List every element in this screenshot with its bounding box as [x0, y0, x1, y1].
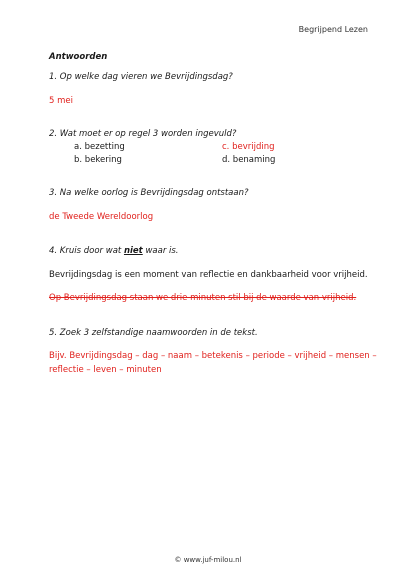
question-4-post: waar is.	[142, 246, 179, 256]
question-1: 1. Op welke dag vieren we Bevrijdingsdag?	[49, 72, 233, 82]
page-title: Antwoorden	[49, 52, 108, 62]
option-d: d. benaming	[222, 155, 276, 165]
question-4-pre: 4. Kruis door wat	[49, 246, 124, 256]
statement-false-crossed: Op Bevrijdingsdag staan we drie minuten stil bij de waarde van vrijheid.	[49, 293, 357, 303]
page-header: Begrijpend Lezen	[298, 25, 368, 34]
answer-5-line-1: Bijv. Bevrijdingsdag – dag – naam – betekenis – periode – vrijheid – mensen –	[49, 351, 377, 361]
option-b: b. bekering	[74, 155, 122, 165]
page-footer: © www.juf-milou.nl	[174, 556, 242, 564]
question-3: 3. Na welke oorlog is Bevrijdingsdag ontstaan?	[49, 188, 249, 198]
question-5: 5. Zoek 3 zelfstandige naamwoorden in de tekst.	[49, 328, 258, 338]
answer-3: de Tweede Wereldoorlog	[49, 212, 154, 222]
statement-true: Bevrijdingsdag is een moment van reflectie en dankbaarheid voor vrijheid.	[49, 270, 368, 280]
question-4-emphasis: niet	[123, 246, 143, 256]
answer-5-line-2: reflectie – leven – minuten	[49, 365, 162, 375]
option-a: a. bezetting	[74, 142, 125, 152]
answer-1: 5 mei	[49, 96, 73, 106]
option-c-correct: c. bevrijding	[222, 142, 275, 152]
question-2: 2. Wat moet er op regel 3 worden ingevuld?	[49, 129, 237, 139]
question-4	[49, 246, 179, 256]
